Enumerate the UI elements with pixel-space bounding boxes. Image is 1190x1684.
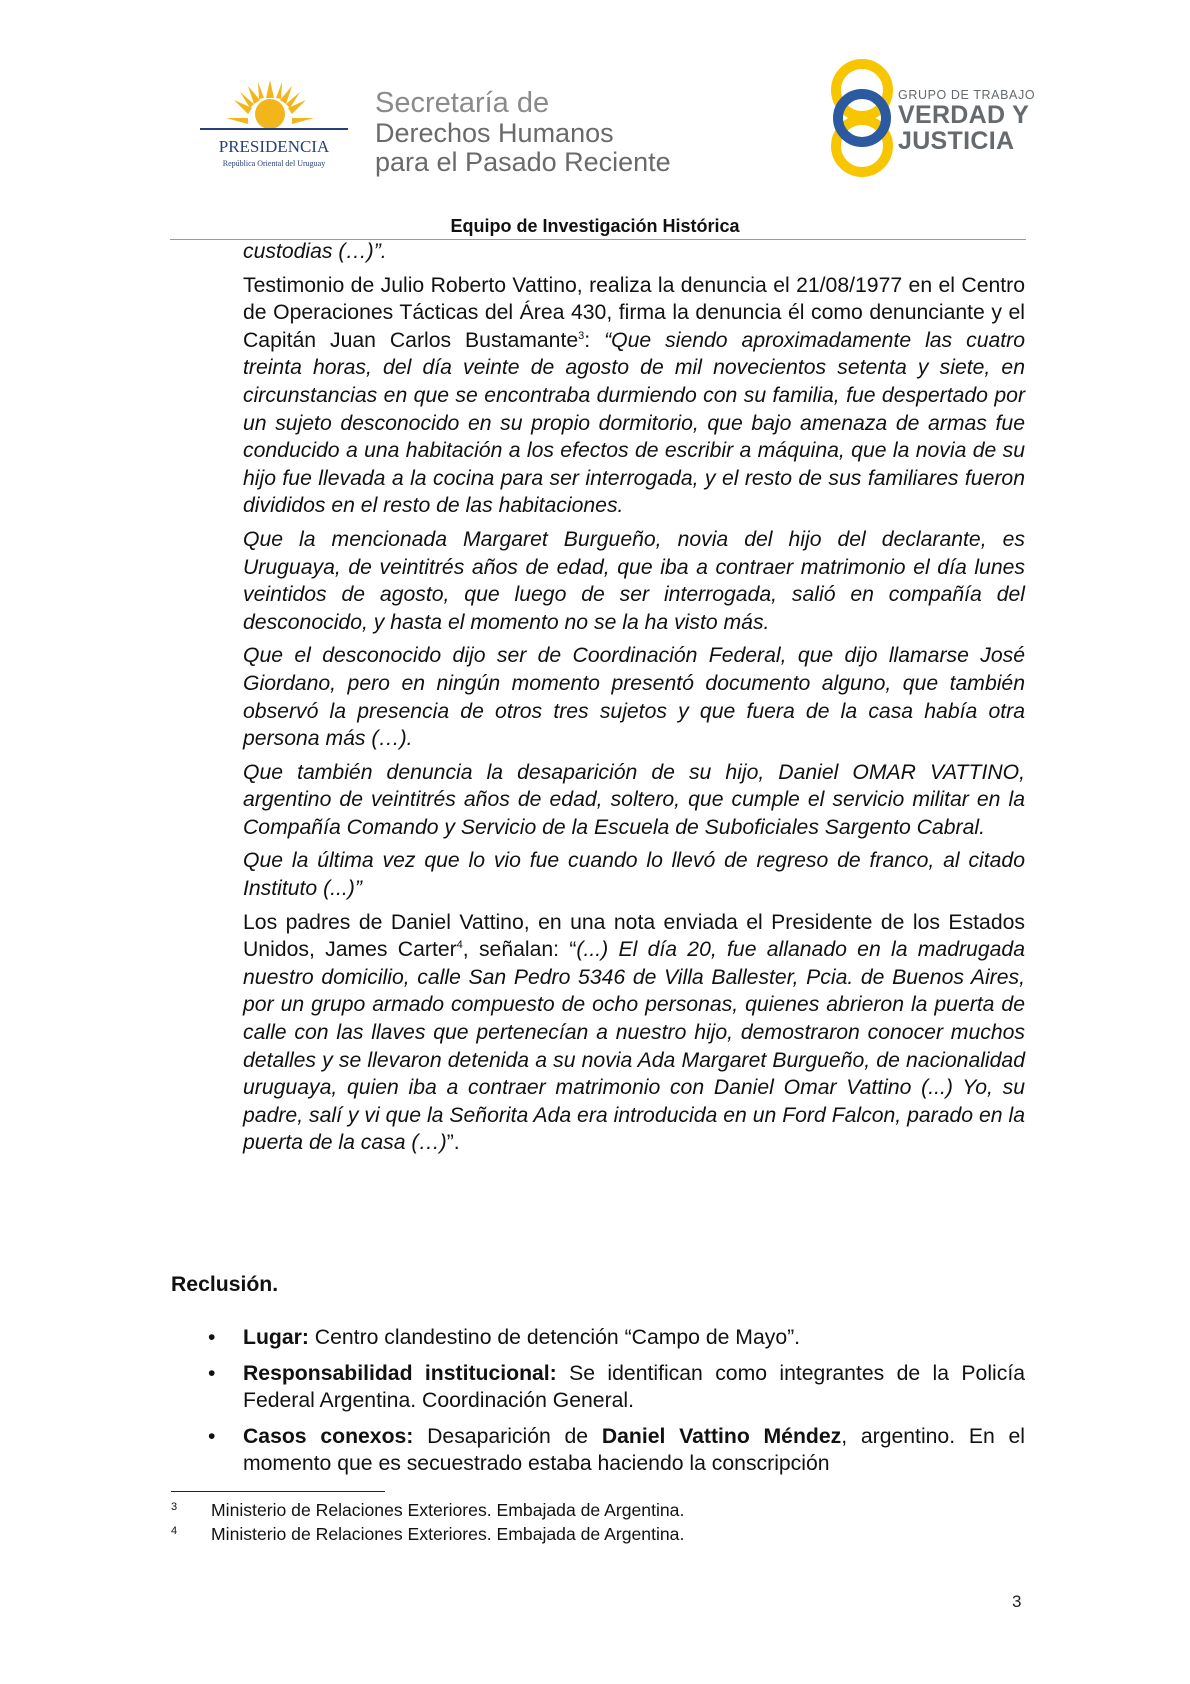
list-item (208, 1324, 1025, 1352)
sun-emblem-icon (196, 80, 352, 176)
presidencia-name: PRESIDENCIA (218, 137, 330, 156)
reclusion-list (208, 1324, 1025, 1486)
grupo-trabajo-text (898, 88, 1035, 154)
presidencia-logo (196, 80, 352, 176)
grupo-line-1: GRUPO DE TRABAJO (898, 88, 1036, 102)
secretaria-line-3: para el Pasado Reciente (375, 147, 671, 177)
footnote-text: Ministerio de Relaciones Exteriores. Embajada de Argentina. (211, 1524, 685, 1544)
secretaria-line-1: Secretaría de (375, 87, 550, 119)
paragraph-6-intro: Los padres de Daniel Vattino, en una nota enviada el Presidente de los Estados Unidos, James Carter (243, 910, 1025, 962)
footnote-4 (171, 1522, 1021, 1546)
item-label: Responsabilidad institucional: (243, 1361, 557, 1385)
paragraph-6-close: ”. (446, 1131, 460, 1155)
item-text-end: , argentino. En el momento que es secuestrado estaba haciendo la conscripción (243, 1424, 1025, 1476)
paragraph-1-intro: Testimonio de Julio Roberto Vattino, realiza la denuncia el 21/08/1977 en el Centro de Operaciones Tácticas del Área 430, firma la denuncia él como denunciante y el Capitán Juan Carlos Bustamante (243, 273, 1025, 352)
bullet-icon: • (208, 1361, 216, 1385)
bullet-icon: • (208, 1424, 216, 1448)
item-label: Casos conexos: (243, 1424, 414, 1448)
item-bold-name: Daniel Vattino Méndez (601, 1424, 842, 1448)
paragraph-2: Que la mencionada Margaret Burgueño, novia del hijo del declarante, es Uruguaya, de veintitrés años de edad, que iba a contraer matrimonio el día lunes veintidos de agosto, que luego de ser interrogada, salió en compañía del desconocido, y hasta el momento no se la ha visto más. (243, 527, 1025, 634)
item-text: Se identifican como integrantes de la Policía Federal Argentina. Coordinación General. (243, 1361, 1026, 1413)
footnote-ref-4[interactable]: 4 (456, 939, 463, 952)
paragraph-4: Que también denuncia la desaparición de su hijo, Daniel OMAR VATTINO, argentino de veintitrés años de edad, soltero, que cumple el servicio militar en la Compañía Comando y Servicio de la Escuela de Suboficiales Sargento Cabral. (243, 760, 1025, 839)
paragraph-5: Que la última vez que lo vio fue cuando lo llevó de regreso de franco, al citado Instituto (...)” (243, 849, 1025, 901)
footnote-divider (171, 1491, 385, 1492)
footnote-ref-3[interactable]: 3 (578, 329, 585, 342)
secretaria-title (375, 88, 671, 177)
item-text: Centro clandestino de detención “Campo de Mayo”. (308, 1326, 801, 1349)
page-number: 3 (1012, 1592, 1022, 1611)
paragraph-1-quote: “Que siendo aproximadamente las cuatro treinta horas, del día veinte de agosto de mil novecientos setenta y siete, en circunstancias en que se encontraba durmiendo con su familia, fue despertado por un sujeto desconocido en su propio dormitorio, que bajo amenaza de armas fue conducido a una habitación a los efectos de escribir a máquina, que la novia de su hijo fue llevada a la cocina para ser interrogada, y el resto de sus familiares fueron divididos en el resto de las habitaciones. (243, 328, 1025, 518)
item-label: Lugar: (243, 1326, 309, 1349)
paragraph-1-colon: : (584, 328, 605, 352)
list-item (208, 1423, 1025, 1478)
grupo-line-2: VERDAD Y (898, 101, 1030, 129)
bullet-icon: • (208, 1326, 216, 1349)
grupo-line-3: JUSTICIA (898, 127, 1015, 155)
item-text: Desaparición de (413, 1424, 602, 1448)
paragraph-6-quote: (...) El día 20, fue allanado en la madrugada nuestro domicilio, calle San Pedro 5346 de Villa Ballester, Pcia. de Buenos Aires, por un grupo armado compuesto de ocho personas, quienes abrieron la puerta de calle con las llaves que pertenecían a nuestro hijo, demostraron conocer muchos detalles y se llevaron detenida a su novia Ada Margaret Burgueño, de nacionalidad uruguaya, quien iba a contraer matrimonio con Daniel Omar Vattino (...) Yo, su padre, salí y vi que la Señorita Ada era introducida en un Ford Falcon, parado en la puerta de la casa (…) (243, 938, 1025, 1155)
linked-rings-icon (822, 58, 902, 180)
team-title: Equipo de Investigación Histórica (450, 216, 740, 236)
section-title-reclusion: Reclusión. (171, 1273, 279, 1296)
paragraph-3: Que el desconocido dijo ser de Coordinación Federal, que dijo llamarse José Giordano, pero en ningún momento presentó documento alguno, que también observó la presencia de otros tres sujetos y que fuera de la casa había otra persona más (…). (243, 644, 1025, 751)
footnote-text: Ministerio de Relaciones Exteriores. Embajada de Argentina. (211, 1500, 685, 1520)
footnote-3 (171, 1498, 1021, 1522)
verdad-justicia-logo (822, 58, 902, 180)
body-text (243, 238, 1025, 1163)
secretaria-line-2: Derechos Humanos (375, 118, 614, 148)
paragraph-6-lead: , señalan: “ (462, 938, 577, 962)
paragraph-0: custodias (…)”. (243, 240, 387, 263)
paragraph-6 (243, 909, 1025, 1157)
list-item (208, 1360, 1025, 1415)
footnote-number: 4 (171, 1525, 178, 1537)
paragraph-1 (243, 272, 1025, 520)
footnotes (171, 1498, 1021, 1546)
footnote-number: 3 (171, 1501, 178, 1513)
presidencia-subtitle: República Oriental del Uruguay (222, 159, 326, 168)
